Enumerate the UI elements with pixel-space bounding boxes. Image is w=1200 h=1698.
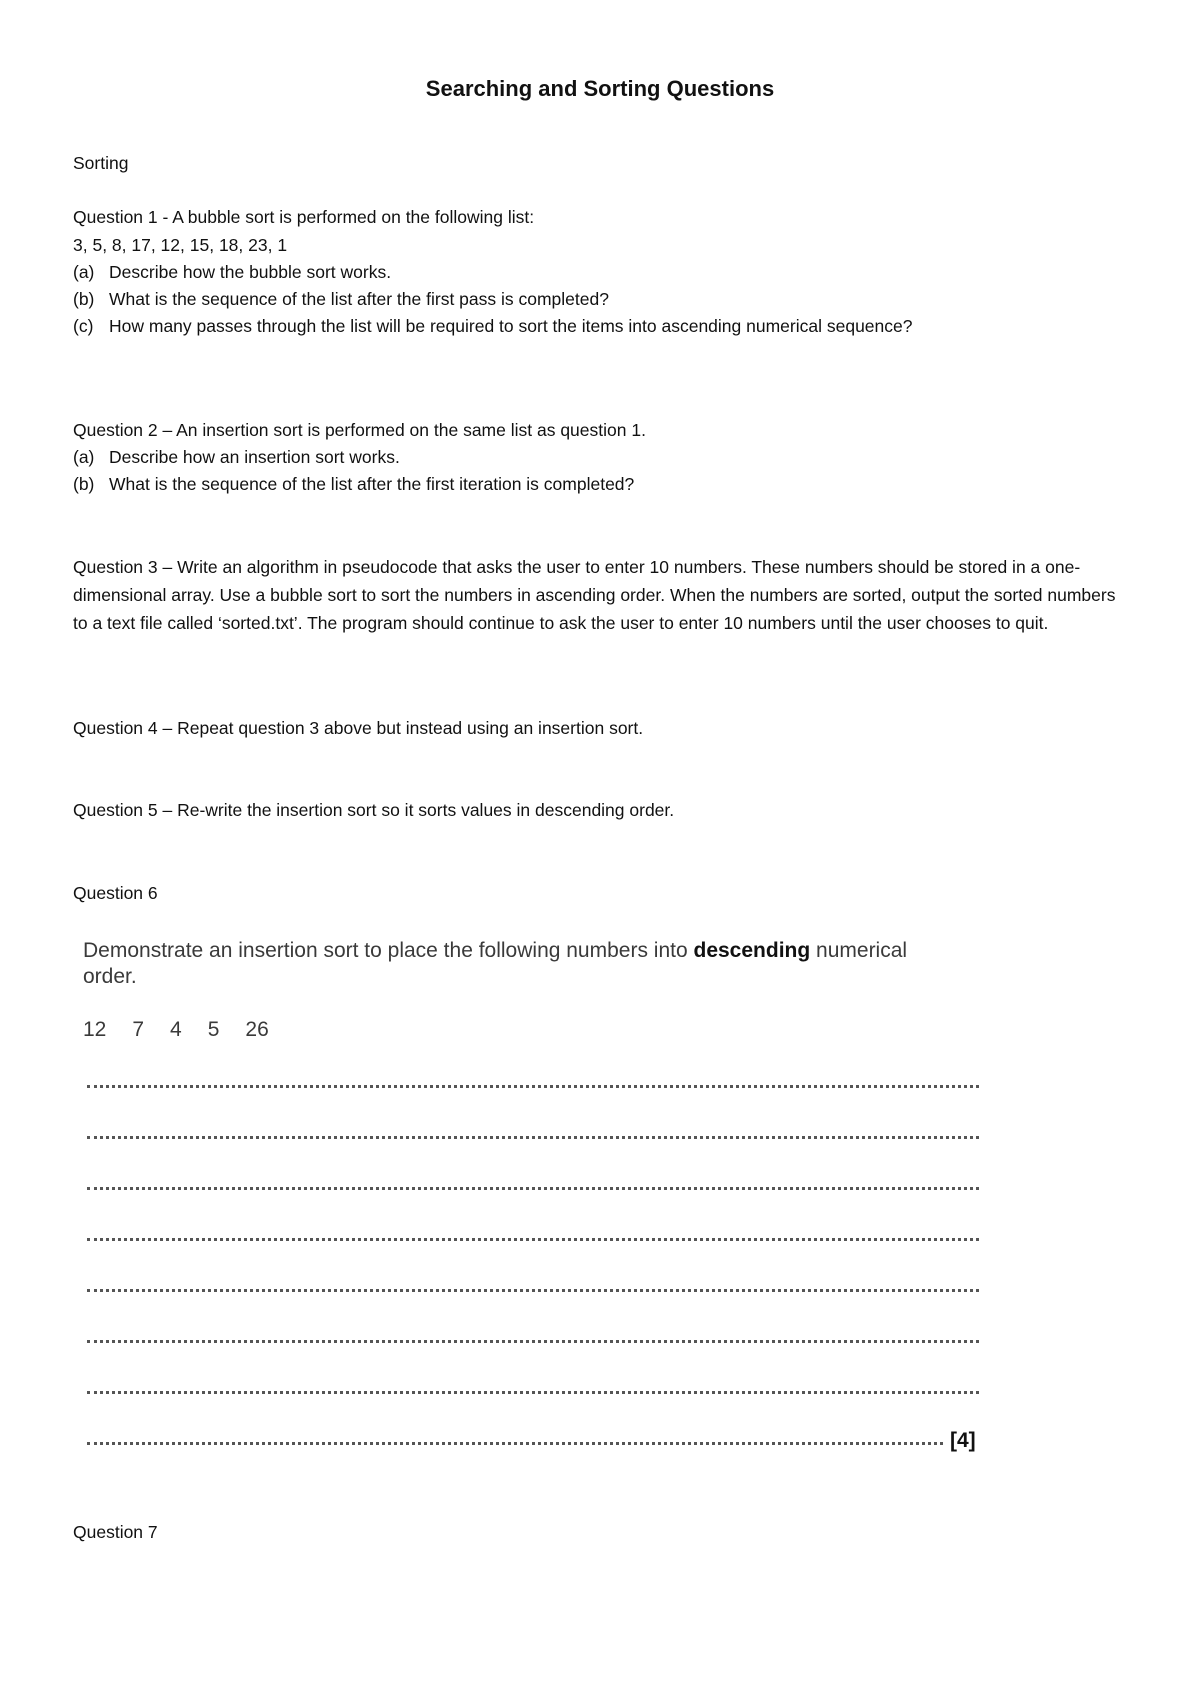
question-5-text: Question 5 – Re-write the insertion sort so it sorts values in descending order. (73, 800, 675, 820)
part-text: How many passes through the list will be required to sort the items into ascending numerical sequence? (109, 316, 913, 336)
part-letter: (c) (73, 316, 94, 336)
question-1-heading: Question 1 - A bubble sort is performed on the following list: (73, 207, 535, 227)
answer-line (87, 1391, 979, 1394)
question-7-label: Question 7 (73, 1522, 158, 1542)
question-2-part-b (73, 474, 634, 495)
question-6-label: Question 6 (73, 883, 158, 903)
question-1-part-a (73, 262, 391, 283)
question-1-part-c (73, 316, 912, 337)
page-title: Searching and Sorting Questions (425, 76, 775, 101)
part-letter: (b) (73, 474, 95, 494)
part-letter: (a) (73, 447, 95, 467)
prompt-emphasis: descending (693, 939, 811, 962)
question-6-prompt (83, 939, 907, 963)
number-item: 26 (245, 1018, 269, 1041)
part-text: What is the sequence of the list after the first pass is completed? (109, 289, 609, 309)
question-1-list: 3, 5, 8, 17, 12, 15, 18, 23, 1 (73, 235, 288, 255)
answer-line (87, 1238, 979, 1241)
question-3-text: Question 3 – Write an algorithm in pseudocode that asks the user to enter 10 numbers. These numbers should be stored in a one-dimensional array. Use a bubble sort to sort the numbers in ascending order. When the numbers are sorted, output the sorted numbers to a text file called ‘sorted.txt’. The program should continue to ask the user to enter 10 numbers until the user chooses to quit. (73, 557, 1116, 633)
question-1-part-b (73, 289, 609, 310)
prompt-text-end: numerical (810, 939, 908, 962)
part-letter: (a) (73, 262, 95, 282)
answer-line (87, 1442, 943, 1445)
number-item: 7 (132, 1018, 145, 1041)
part-text: What is the sequence of the list after the first iteration is completed? (109, 474, 635, 494)
answer-line (87, 1136, 979, 1139)
part-text: Describe how the bubble sort works. (109, 262, 392, 282)
prompt-text: Demonstrate an insertion sort to place the following numbers into (83, 939, 694, 962)
question-4-text: Question 4 – Repeat question 3 above but instead using an insertion sort. (73, 718, 644, 738)
number-item: 4 (170, 1018, 182, 1041)
question-2-heading: Question 2 – An insertion sort is performed on the same list as question 1. (73, 420, 646, 440)
section-heading: Sorting (73, 153, 129, 173)
question-6-prompt-line-2: order. (83, 965, 137, 988)
question-2-part-a (73, 447, 400, 468)
answer-line (87, 1085, 979, 1088)
answer-line (87, 1340, 979, 1343)
number-item: 5 (207, 1018, 220, 1041)
number-item: 12 (83, 1018, 107, 1041)
part-letter: (b) (73, 289, 95, 309)
part-text: Describe how an insertion sort works. (109, 447, 400, 467)
question-6-numbers (83, 1018, 295, 1042)
answer-line (87, 1289, 979, 1292)
marks-indicator: [4] (950, 1429, 976, 1452)
answer-line (87, 1187, 979, 1190)
